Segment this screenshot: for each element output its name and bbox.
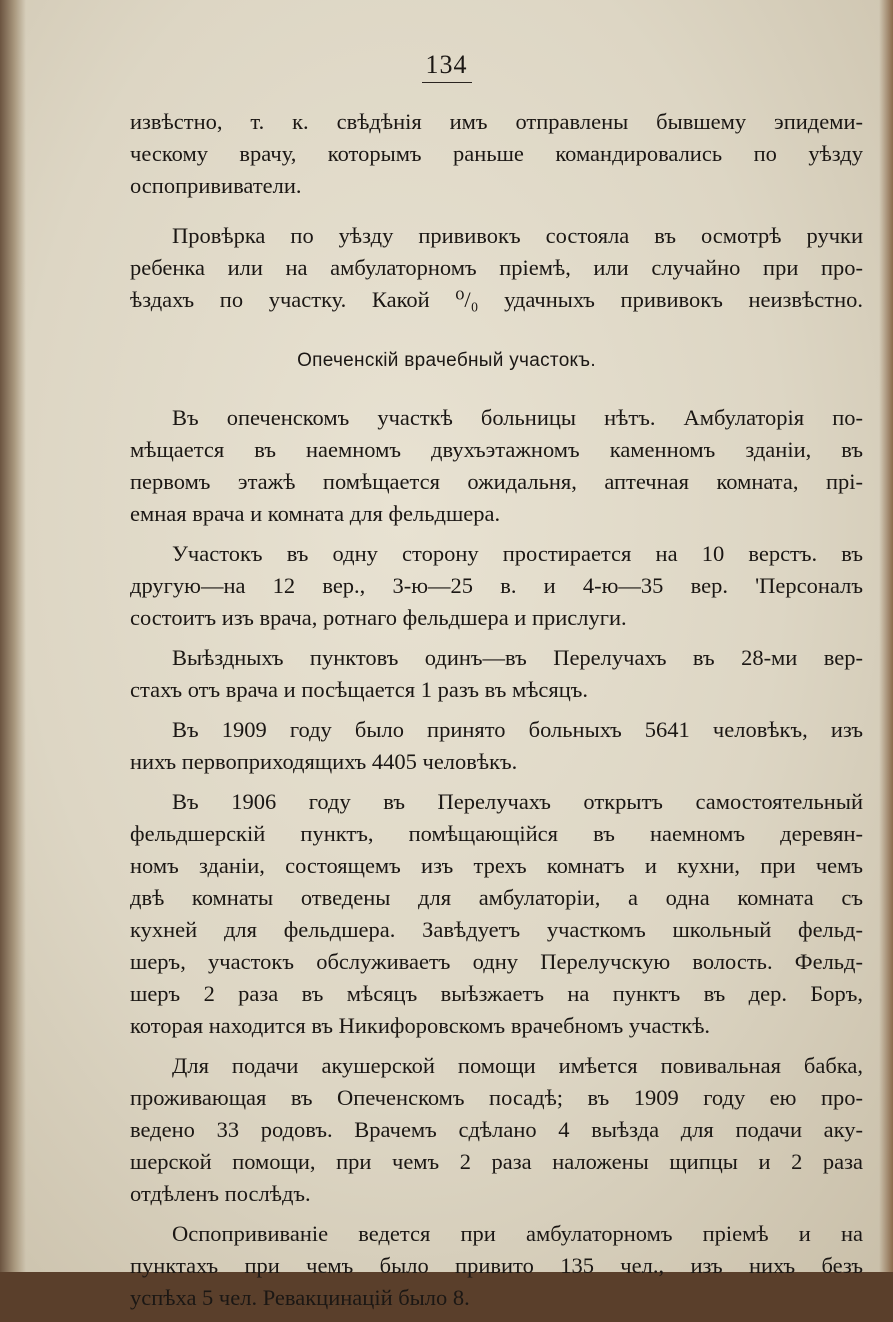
text-line: шеръ, участокъ обслуживаетъ одну Перелучскую волость. Фельд-: [130, 949, 863, 974]
text-line: емная врача и комната для фельдшера.: [130, 501, 501, 526]
page-number-text: 134: [422, 50, 472, 83]
text-line: первомъ этажѣ помѣщается ожидальня, аптечная комната, прі-: [130, 469, 863, 494]
text-line: Для подачи акушерской помощи имѣется повивальная бабка,: [172, 1053, 863, 1078]
text-line: номъ зданіи, состоящемъ изъ трехъ комнатъ и кухни, при чемъ: [130, 853, 863, 878]
text-line: нихъ первоприходящихъ 4405 человѣкъ.: [130, 749, 518, 774]
text-line: Въ 1909 году было принято больныхъ 5641 человѣкъ, изъ: [172, 717, 863, 742]
binding-shadow: [0, 0, 26, 1272]
page-edge: [879, 0, 893, 1272]
paragraph-ambulatory: [130, 402, 863, 530]
text-line: Участокъ въ одну сторону простирается на 10 верстъ. въ: [172, 541, 863, 566]
paragraph-field-points: [130, 642, 863, 706]
text-line: успѣха 5 чел. Ревакцинацій было 8.: [130, 1285, 470, 1310]
paragraph-pereluchi-point: [130, 786, 863, 1042]
text-line: пунктахъ при чемъ было привито 135 чел., изъ нихъ безъ: [130, 1253, 863, 1278]
text-line: Въ 1906 году въ Перелучахъ открытъ самостоятельный: [172, 789, 863, 814]
text-line: фельдшерскій пунктъ, помѣщающійся въ наемномъ деревян-: [130, 821, 863, 846]
text-line: проживающая въ Опеченскомъ посадѣ; въ 1909 году ею про-: [130, 1085, 863, 1110]
text-line: Въ опеченскомъ участкѣ больницы нѣтъ. Амбулаторія по-: [172, 405, 863, 430]
text-line: мѣщается въ наемномъ двухъэтажномъ каменномъ зданіи, въ: [130, 437, 863, 462]
text-line: извѣстно, т. к. свѣдѣнія имъ отправлены бывшему эпидеми-: [130, 109, 863, 134]
paragraph-district-extent: [130, 538, 863, 634]
text-line: шеръ 2 раза въ мѣсяцъ выѣзжаетъ на пунктъ въ дер. Боръ,: [130, 981, 863, 1006]
text-line: отдѣленъ послѣдъ.: [130, 1181, 311, 1206]
text-line: состоитъ изъ врача, ротнаго фельдшера и прислуги.: [130, 605, 627, 630]
text-block-top: [130, 106, 863, 324]
paragraph-smallpox-vaccination: [130, 1218, 863, 1314]
text-line: Провѣрка по уѣзду прививокъ состояла въ осмотрѣ ручки: [172, 223, 863, 248]
text-line: которая находится въ Никифоровскомъ врачебномъ участкѣ.: [130, 1013, 711, 1038]
text-line: Выѣздныхъ пунктовъ одинъ—въ Перелучахъ въ 28-ми вер-: [172, 645, 863, 670]
paragraph-obstetric-help: [130, 1050, 863, 1210]
paragraph-patients-1909: [130, 714, 863, 778]
text-line: другую—на 12 вер., 3-ю—25 в. и 4-ю—35 вер. 'Персоналъ: [130, 573, 863, 598]
text-line: оспопрививатели.: [130, 173, 302, 198]
page-number: [0, 50, 893, 83]
text-block-section: [130, 402, 863, 1322]
text-line: кухней для фельдшера. Завѣдуетъ участкомъ школьный фельд-: [130, 917, 863, 942]
text-line: стахъ отъ врача и посѣщается 1 разъ въ мѣсяцъ.: [130, 677, 589, 702]
text-line: ѣздахъ по участку. Какой ⁰/₀ удачныхъ прививокъ неизвѣстно.: [130, 287, 863, 312]
text-line: двѣ комнаты отведены для амбулаторіи, а одна комната съ: [130, 885, 863, 910]
paragraph-continuation: [130, 106, 863, 202]
text-line: Оспопрививаніе ведется при амбулаторномъ пріемѣ и на: [172, 1221, 863, 1246]
text-line: ческому врачу, которымъ раньше командировались по уѣзду: [130, 141, 863, 166]
text-line: шерской помощи, при чемъ 2 раза наложены щипцы и 2 раза: [130, 1149, 863, 1174]
text-line: ведено 33 родовъ. Врачемъ сдѣлано 4 выѣзда для подачи аку-: [130, 1117, 863, 1142]
text-line: ребенка или на амбулаторномъ пріемѣ, или случайно при про-: [130, 255, 863, 280]
paragraph-vaccination-check: [130, 220, 863, 316]
section-heading: Опеченскій врачебный участокъ.: [297, 350, 596, 371]
